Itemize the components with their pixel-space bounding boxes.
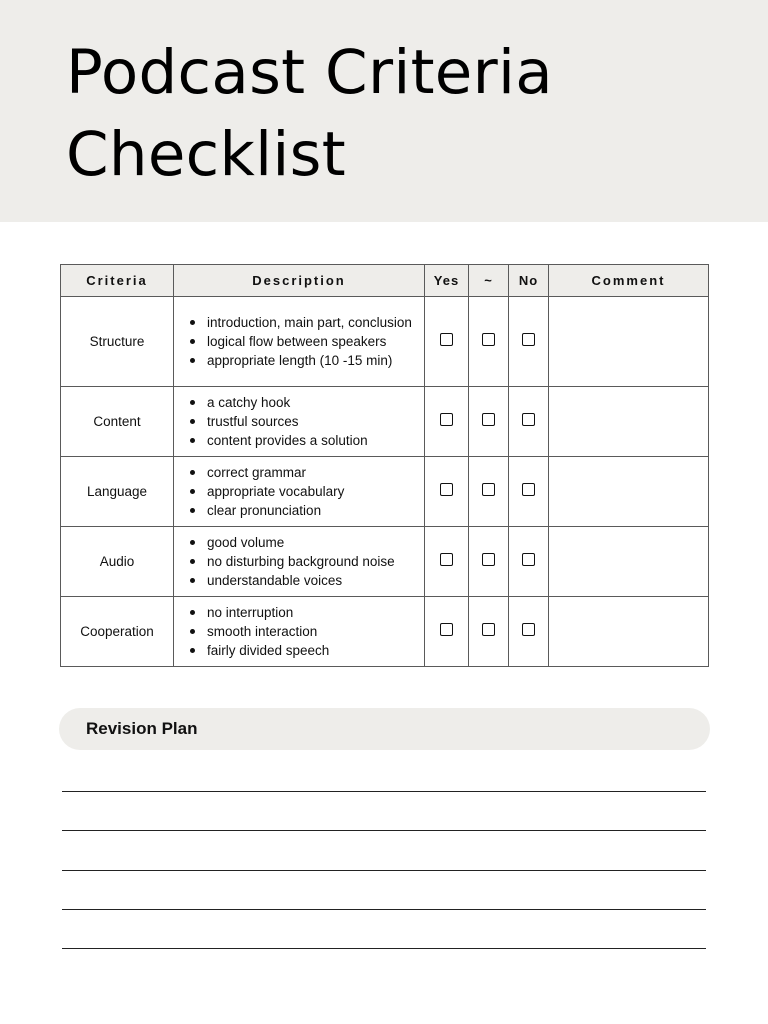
no-cell: [509, 457, 549, 527]
description-item: understandable voices: [188, 571, 420, 590]
revision-plan-title: Revision Plan: [86, 719, 198, 738]
description-cell: [174, 387, 425, 457]
partial-cell: [469, 527, 509, 597]
description-item: appropriate length (10 -15 min): [188, 351, 420, 370]
criteria-cell: Structure: [61, 297, 174, 387]
description-item: clear pronunciation: [188, 501, 420, 520]
description-cell: [174, 457, 425, 527]
writing-line[interactable]: [62, 909, 706, 910]
yes-cell: [425, 457, 469, 527]
description-list: [188, 393, 420, 450]
yes-cell: [425, 297, 469, 387]
column-header-criteria: Criteria: [61, 265, 174, 297]
partial-checkbox[interactable]: [482, 553, 495, 566]
column-header-no: No: [509, 265, 549, 297]
table-row: [61, 457, 709, 527]
table-row: [61, 387, 709, 457]
partial-cell: [469, 457, 509, 527]
column-header-partial: ~: [469, 265, 509, 297]
yes-checkbox[interactable]: [440, 413, 453, 426]
yes-cell: [425, 527, 469, 597]
no-cell: [509, 597, 549, 667]
description-item: no interruption: [188, 603, 420, 622]
criteria-cell: Cooperation: [61, 597, 174, 667]
criteria-cell: Audio: [61, 527, 174, 597]
description-item: a catchy hook: [188, 393, 420, 412]
header-banner: [0, 0, 768, 222]
no-checkbox[interactable]: [522, 553, 535, 566]
yes-cell: [425, 597, 469, 667]
partial-cell: [469, 387, 509, 457]
partial-checkbox[interactable]: [482, 413, 495, 426]
description-item: trustful sources: [188, 412, 420, 431]
description-list: [188, 533, 420, 590]
criteria-cell: Language: [61, 457, 174, 527]
partial-cell: [469, 297, 509, 387]
comment-cell[interactable]: [549, 387, 709, 457]
description-cell: [174, 597, 425, 667]
description-item: correct grammar: [188, 463, 420, 482]
description-cell: [174, 297, 425, 387]
no-checkbox[interactable]: [522, 623, 535, 636]
column-header-comment: Comment: [549, 265, 709, 297]
comment-cell[interactable]: [549, 297, 709, 387]
yes-checkbox[interactable]: [440, 623, 453, 636]
description-cell: [174, 527, 425, 597]
yes-cell: [425, 387, 469, 457]
yes-checkbox[interactable]: [440, 553, 453, 566]
description-item: no disturbing background noise: [188, 552, 420, 571]
revision-plan-bar: [59, 708, 710, 750]
partial-checkbox[interactable]: [482, 333, 495, 346]
partial-cell: [469, 597, 509, 667]
description-item: introduction, main part, conclusion: [188, 313, 420, 332]
comment-cell[interactable]: [549, 527, 709, 597]
yes-checkbox[interactable]: [440, 333, 453, 346]
no-checkbox[interactable]: [522, 333, 535, 346]
no-cell: [509, 297, 549, 387]
writing-line[interactable]: [62, 870, 706, 871]
description-list: [188, 313, 420, 370]
description-item: logical flow between speakers: [188, 332, 420, 351]
no-cell: [509, 387, 549, 457]
no-cell: [509, 527, 549, 597]
criteria-cell: Content: [61, 387, 174, 457]
page-title: Podcast Criteria Checklist: [66, 37, 553, 190]
criteria-table: [60, 264, 709, 667]
description-item: smooth interaction: [188, 622, 420, 641]
no-checkbox[interactable]: [522, 483, 535, 496]
table-header-row: [61, 265, 709, 297]
description-item: good volume: [188, 533, 420, 552]
description-item: appropriate vocabulary: [188, 482, 420, 501]
description-list: [188, 463, 420, 520]
description-item: fairly divided speech: [188, 641, 420, 660]
comment-cell[interactable]: [549, 597, 709, 667]
description-item: content provides a solution: [188, 431, 420, 450]
description-list: [188, 603, 420, 660]
comment-cell[interactable]: [549, 457, 709, 527]
yes-checkbox[interactable]: [440, 483, 453, 496]
column-header-yes: Yes: [425, 265, 469, 297]
partial-checkbox[interactable]: [482, 483, 495, 496]
column-header-description: Description: [174, 265, 425, 297]
table-row: [61, 527, 709, 597]
writing-line[interactable]: [62, 791, 706, 792]
table-row: [61, 597, 709, 667]
partial-checkbox[interactable]: [482, 623, 495, 636]
writing-line[interactable]: [62, 830, 706, 831]
writing-line[interactable]: [62, 948, 706, 949]
no-checkbox[interactable]: [522, 413, 535, 426]
table-row: [61, 297, 709, 387]
